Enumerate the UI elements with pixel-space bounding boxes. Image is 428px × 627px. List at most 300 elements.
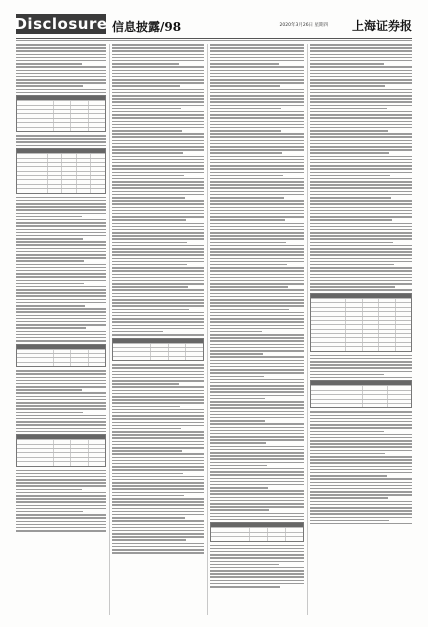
- text-line: [112, 95, 204, 97]
- table-row: [17, 166, 105, 170]
- text-line: [16, 308, 106, 310]
- table-row: [17, 457, 105, 461]
- text-line: [210, 226, 304, 228]
- table-cell: [70, 363, 87, 366]
- text-line: [210, 223, 304, 225]
- table-cell: [76, 185, 91, 188]
- table-cell: [47, 185, 62, 188]
- text-line: [210, 50, 304, 52]
- text-line: [112, 533, 204, 535]
- text-line: [310, 427, 412, 429]
- text-line: [210, 235, 304, 237]
- text-line: [310, 450, 412, 452]
- text-line: [16, 79, 106, 81]
- text-line: [210, 79, 304, 81]
- text-line: [310, 89, 412, 91]
- text-line: [16, 283, 84, 285]
- table-cell: [311, 321, 345, 324]
- text-line: [112, 409, 204, 411]
- table-cell: [395, 334, 411, 337]
- text-line: [310, 70, 412, 72]
- table-cell: [211, 528, 249, 531]
- table-cell: [267, 533, 285, 536]
- table-cell: [17, 114, 53, 117]
- table-cell: [211, 533, 249, 536]
- table-cell: [88, 101, 105, 104]
- table-cell: [88, 110, 105, 113]
- table-cell: [88, 114, 105, 117]
- text-line: [112, 508, 204, 510]
- table-cell: [17, 440, 53, 443]
- text-line: [310, 418, 412, 420]
- text-line: [310, 130, 388, 132]
- table-cell: [378, 325, 394, 328]
- text-line: [210, 497, 304, 499]
- text-line: [112, 457, 204, 459]
- text-line: [310, 440, 412, 442]
- table-cell: [378, 317, 394, 320]
- text-line: [112, 428, 181, 430]
- text-line: [210, 500, 304, 502]
- text-line: [210, 325, 304, 327]
- table-cell: [168, 344, 186, 347]
- text-line: [310, 504, 412, 506]
- text-line: [210, 85, 280, 87]
- table-cell: [311, 312, 345, 315]
- table-cell: [17, 449, 53, 452]
- text-line: [112, 156, 204, 158]
- text-line: [310, 466, 412, 468]
- text-line: [210, 350, 304, 352]
- table-row: [113, 347, 203, 351]
- text-line: [210, 423, 304, 425]
- text-line: [16, 238, 83, 240]
- text-line: [310, 226, 412, 228]
- text-line: [16, 225, 106, 227]
- text-line: [112, 425, 204, 427]
- text-line: [16, 203, 106, 205]
- text-line: [210, 433, 304, 435]
- table-cell: [17, 445, 53, 448]
- text-line: [310, 421, 412, 423]
- text-line: [210, 238, 304, 240]
- text-line: [310, 277, 412, 279]
- data-table: [310, 380, 412, 408]
- text-line: [210, 455, 304, 457]
- table-cell: [211, 537, 249, 540]
- text-line: [210, 398, 265, 400]
- table-cell: [395, 308, 411, 311]
- table-cell: [387, 386, 411, 389]
- table-cell: [249, 533, 267, 536]
- text-line: [16, 408, 106, 410]
- text-line: [16, 254, 106, 256]
- table-cell: [53, 449, 70, 452]
- text-line: [310, 92, 412, 94]
- table-cell: [76, 154, 91, 157]
- table-row: [311, 307, 411, 311]
- table-cell: [345, 334, 361, 337]
- table-cell: [311, 391, 362, 394]
- text-line: [112, 200, 204, 202]
- text-line: [112, 159, 204, 161]
- text-line: [16, 331, 106, 333]
- table-row: [17, 127, 105, 131]
- text-line: [210, 213, 304, 215]
- data-table: [210, 522, 304, 541]
- table-row: [17, 162, 105, 166]
- text-line: [210, 328, 304, 330]
- text-line: [210, 162, 304, 164]
- table-cell: [362, 347, 378, 350]
- text-line: [112, 315, 204, 317]
- text-line: [310, 213, 412, 215]
- table-row: [17, 357, 105, 361]
- text-line: [112, 309, 189, 311]
- text-line: [112, 406, 180, 408]
- text-line: [210, 152, 282, 154]
- table-cell: [17, 106, 53, 109]
- text-line: [210, 172, 304, 174]
- text-line: [210, 471, 304, 473]
- table-cell: [185, 348, 203, 351]
- text-line: [112, 274, 204, 276]
- text-line: [112, 492, 204, 494]
- text-line: [310, 411, 412, 413]
- text-line: [210, 344, 304, 346]
- table-cell: [17, 358, 53, 361]
- text-line: [16, 428, 106, 430]
- text-line: [210, 130, 281, 132]
- text-line: [310, 245, 412, 247]
- text-line: [16, 241, 106, 243]
- text-line: [16, 415, 106, 417]
- table-row: [211, 527, 303, 531]
- text-line: [210, 280, 304, 282]
- table-cell: [70, 110, 87, 113]
- section-title: [112, 18, 181, 34]
- text-line: [310, 165, 412, 167]
- table-cell: [53, 110, 70, 113]
- text-line: [16, 289, 106, 291]
- text-line: [112, 296, 204, 298]
- text-line: [210, 98, 304, 100]
- text-line: [112, 334, 204, 336]
- text-line: [210, 516, 304, 518]
- text-line: [310, 140, 412, 142]
- text-line: [210, 60, 304, 62]
- text-line: [112, 111, 204, 113]
- table-cell: [17, 159, 47, 162]
- text-line: [310, 133, 412, 135]
- text-line: [112, 434, 204, 436]
- text-line: [112, 479, 204, 481]
- text-line: [16, 511, 83, 513]
- text-line: [112, 312, 204, 314]
- table-cell: [76, 167, 91, 170]
- table-row: [17, 118, 105, 122]
- text-line: [210, 353, 263, 355]
- text-line: [210, 76, 304, 78]
- section-name: 信息披露: [112, 20, 161, 34]
- text-line: [16, 389, 82, 391]
- text-line: [112, 54, 204, 56]
- text-line: [210, 245, 304, 247]
- table-cell: [345, 347, 361, 350]
- text-line: [310, 95, 412, 97]
- table-cell: [168, 357, 186, 360]
- table-cell: [53, 123, 70, 126]
- text-line: [210, 95, 304, 97]
- text-line: [16, 489, 82, 491]
- text-line: [112, 447, 204, 449]
- text-line: [112, 441, 204, 443]
- table-cell: [70, 354, 87, 357]
- text-line: [310, 111, 412, 113]
- table-cell: [53, 128, 70, 131]
- table-cell: [61, 167, 76, 170]
- text-line: [210, 458, 304, 460]
- table-cell: [362, 312, 378, 315]
- text-line: [16, 276, 106, 278]
- table-cell: [311, 330, 345, 333]
- text-line: [112, 476, 204, 478]
- text-line: [112, 181, 204, 183]
- text-line: [310, 488, 412, 490]
- table-cell: [47, 180, 62, 183]
- table-cell: [378, 330, 394, 333]
- issue-date: 2020年3月26日 星期四: [279, 23, 328, 28]
- text-line: [112, 101, 204, 103]
- text-line: [310, 491, 412, 493]
- table-cell: [185, 352, 203, 355]
- text-line: [310, 261, 412, 263]
- text-line: [112, 367, 204, 369]
- text-line: [210, 105, 304, 107]
- table-cell: [311, 325, 345, 328]
- table-cell: [88, 449, 105, 452]
- table-cell: [76, 159, 91, 162]
- table-cell: [47, 159, 62, 162]
- text-line: [16, 476, 106, 478]
- text-line: [112, 168, 204, 170]
- table-cell: [88, 128, 105, 131]
- text-line: [16, 337, 106, 339]
- text-line: [112, 245, 204, 247]
- text-line: [310, 210, 412, 212]
- text-line: [210, 551, 304, 553]
- table-cell: [285, 528, 303, 531]
- table-cell: [17, 458, 53, 461]
- text-line: [112, 393, 204, 395]
- table-cell: [53, 358, 70, 361]
- table-row: [113, 356, 203, 360]
- text-line: [310, 289, 412, 291]
- table-row: [311, 311, 411, 315]
- text-line: [210, 197, 284, 199]
- text-line: [112, 399, 204, 401]
- text-line: [112, 92, 204, 94]
- text-line: [310, 456, 412, 458]
- table-cell: [47, 167, 62, 170]
- text-line: [310, 168, 412, 170]
- text-line: [310, 187, 412, 189]
- text-line: [310, 76, 412, 78]
- table-cell: [90, 159, 105, 162]
- text-line: [210, 121, 304, 123]
- table-cell: [362, 338, 378, 341]
- table-row: [17, 452, 105, 456]
- text-line: [16, 508, 106, 510]
- text-line: [310, 497, 388, 499]
- text-line: [310, 258, 412, 260]
- text-line: [310, 114, 412, 116]
- text-line: [112, 143, 204, 145]
- text-line: [210, 337, 304, 339]
- text-line: [16, 424, 106, 426]
- text-line: [210, 270, 304, 272]
- column-3-text: [210, 44, 304, 615]
- text-line: [210, 63, 279, 65]
- text-line: [112, 136, 204, 138]
- text-line: [112, 539, 186, 541]
- column-divider: [307, 44, 308, 615]
- table-row: [17, 105, 105, 109]
- text-line: [310, 478, 412, 480]
- table-cell: [378, 347, 394, 350]
- table-cell: [387, 391, 411, 394]
- text-line: [16, 200, 106, 202]
- text-line: [112, 466, 204, 468]
- text-line: [16, 479, 106, 481]
- text-line: [16, 315, 106, 317]
- table-cell: [88, 458, 105, 461]
- text-line: [210, 70, 304, 72]
- text-line: [112, 44, 204, 46]
- text-line: [210, 251, 304, 253]
- text-line: [112, 203, 204, 205]
- text-line: [310, 47, 412, 49]
- text-line: [16, 505, 106, 507]
- text-line: [112, 514, 204, 516]
- table-cell: [70, 440, 87, 443]
- text-line: [112, 152, 183, 154]
- text-line: [16, 270, 106, 272]
- text-line: [16, 498, 106, 500]
- text-line: [310, 501, 412, 503]
- table-cell: [47, 189, 62, 192]
- column-3: [210, 44, 304, 615]
- text-line: [112, 318, 204, 320]
- text-line: [210, 274, 304, 276]
- table-cell: [395, 312, 411, 315]
- text-line: [112, 261, 204, 263]
- text-line: [112, 73, 204, 75]
- text-line: [210, 187, 304, 189]
- table-cell: [378, 308, 394, 311]
- text-line: [210, 427, 304, 429]
- table-cell: [53, 453, 70, 456]
- text-line: [112, 437, 204, 439]
- text-line: [112, 527, 204, 529]
- text-line: [310, 191, 412, 193]
- text-line: [16, 311, 106, 313]
- text-line: [112, 536, 204, 538]
- table-cell: [90, 189, 105, 192]
- text-line: [16, 76, 106, 78]
- table-cell: [185, 344, 203, 347]
- text-line: [16, 135, 106, 137]
- table-cell: [113, 348, 150, 351]
- table-row: [17, 439, 105, 443]
- text-line: [112, 207, 204, 209]
- text-line: [310, 73, 412, 75]
- table-row: [311, 403, 411, 407]
- text-line: [112, 422, 204, 424]
- text-line: [112, 328, 204, 330]
- header-rule: [16, 38, 412, 39]
- table-cell: [378, 303, 394, 306]
- text-line: [112, 264, 187, 266]
- table-row: [311, 320, 411, 324]
- table-cell: [362, 404, 386, 407]
- table-row: [17, 171, 105, 175]
- text-line: [210, 506, 304, 508]
- text-line: [310, 270, 412, 272]
- text-line: [112, 463, 204, 465]
- text-line: [210, 82, 304, 84]
- text-line: [112, 511, 204, 513]
- text-line: [210, 117, 304, 119]
- table-cell: [395, 347, 411, 350]
- text-line: [310, 127, 412, 129]
- text-line: [112, 390, 204, 392]
- text-line: [210, 321, 304, 323]
- text-line: [310, 63, 384, 65]
- table-cell: [17, 185, 47, 188]
- text-line: [16, 521, 106, 523]
- text-line: [16, 216, 82, 218]
- text-line: [16, 517, 106, 519]
- text-line: [112, 50, 204, 52]
- table-cell: [395, 321, 411, 324]
- text-line: [210, 484, 304, 486]
- text-line: [310, 286, 395, 288]
- text-line: [112, 305, 204, 307]
- text-line: [210, 57, 304, 59]
- text-line: [310, 251, 412, 253]
- text-line: [210, 366, 304, 368]
- text-line: [310, 358, 412, 360]
- text-line: [210, 66, 304, 68]
- text-line: [16, 44, 106, 46]
- text-line: [310, 371, 412, 373]
- text-line: [210, 356, 304, 358]
- text-line: [210, 140, 304, 142]
- text-line: [310, 232, 412, 234]
- table-cell: [17, 453, 53, 456]
- text-line: [112, 105, 204, 107]
- text-line: [112, 172, 204, 174]
- text-line: [210, 299, 304, 301]
- text-line: [112, 124, 204, 126]
- text-line: [310, 223, 412, 225]
- text-line: [112, 485, 204, 487]
- column-4-text: [310, 44, 412, 615]
- table-cell: [345, 317, 361, 320]
- newspaper-name: 上海证券报: [351, 19, 412, 33]
- text-line: [310, 108, 387, 110]
